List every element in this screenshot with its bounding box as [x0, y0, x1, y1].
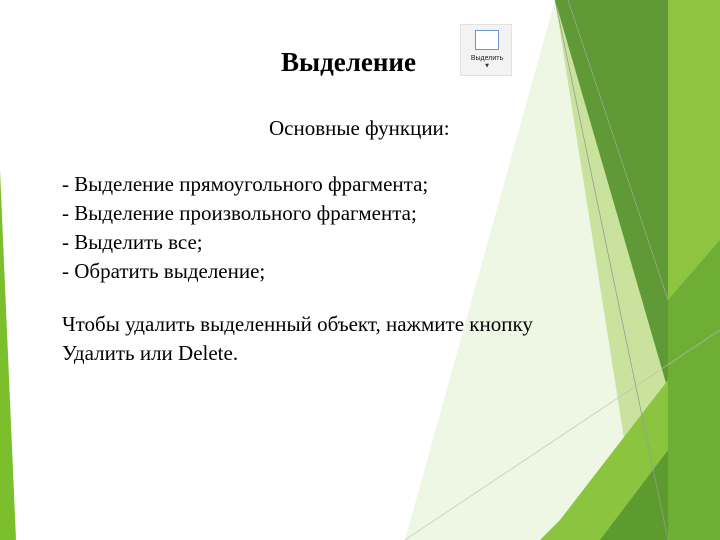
dropdown-arrow-icon: ▼ — [485, 63, 489, 69]
functions-heading: Основные функции: — [269, 116, 450, 140]
list-item: - Выделить все; — [62, 230, 203, 254]
rectangle-select-icon — [475, 30, 499, 50]
functions-list — [62, 170, 428, 286]
select-button-label: Выделить — [470, 55, 504, 62]
slide-title: Выделение — [281, 47, 416, 77]
list-item: - Обратить выделение; — [62, 259, 266, 283]
delete-note: Чтобы удалить выделенный объект, нажмите кнопку Удалить или Delete. — [62, 312, 533, 365]
list-item: - Выделение произвольного фрагмента; — [62, 201, 417, 225]
list-item: - Выделение прямоугольного фрагмента; — [62, 172, 429, 196]
select-button[interactable] — [460, 24, 512, 76]
